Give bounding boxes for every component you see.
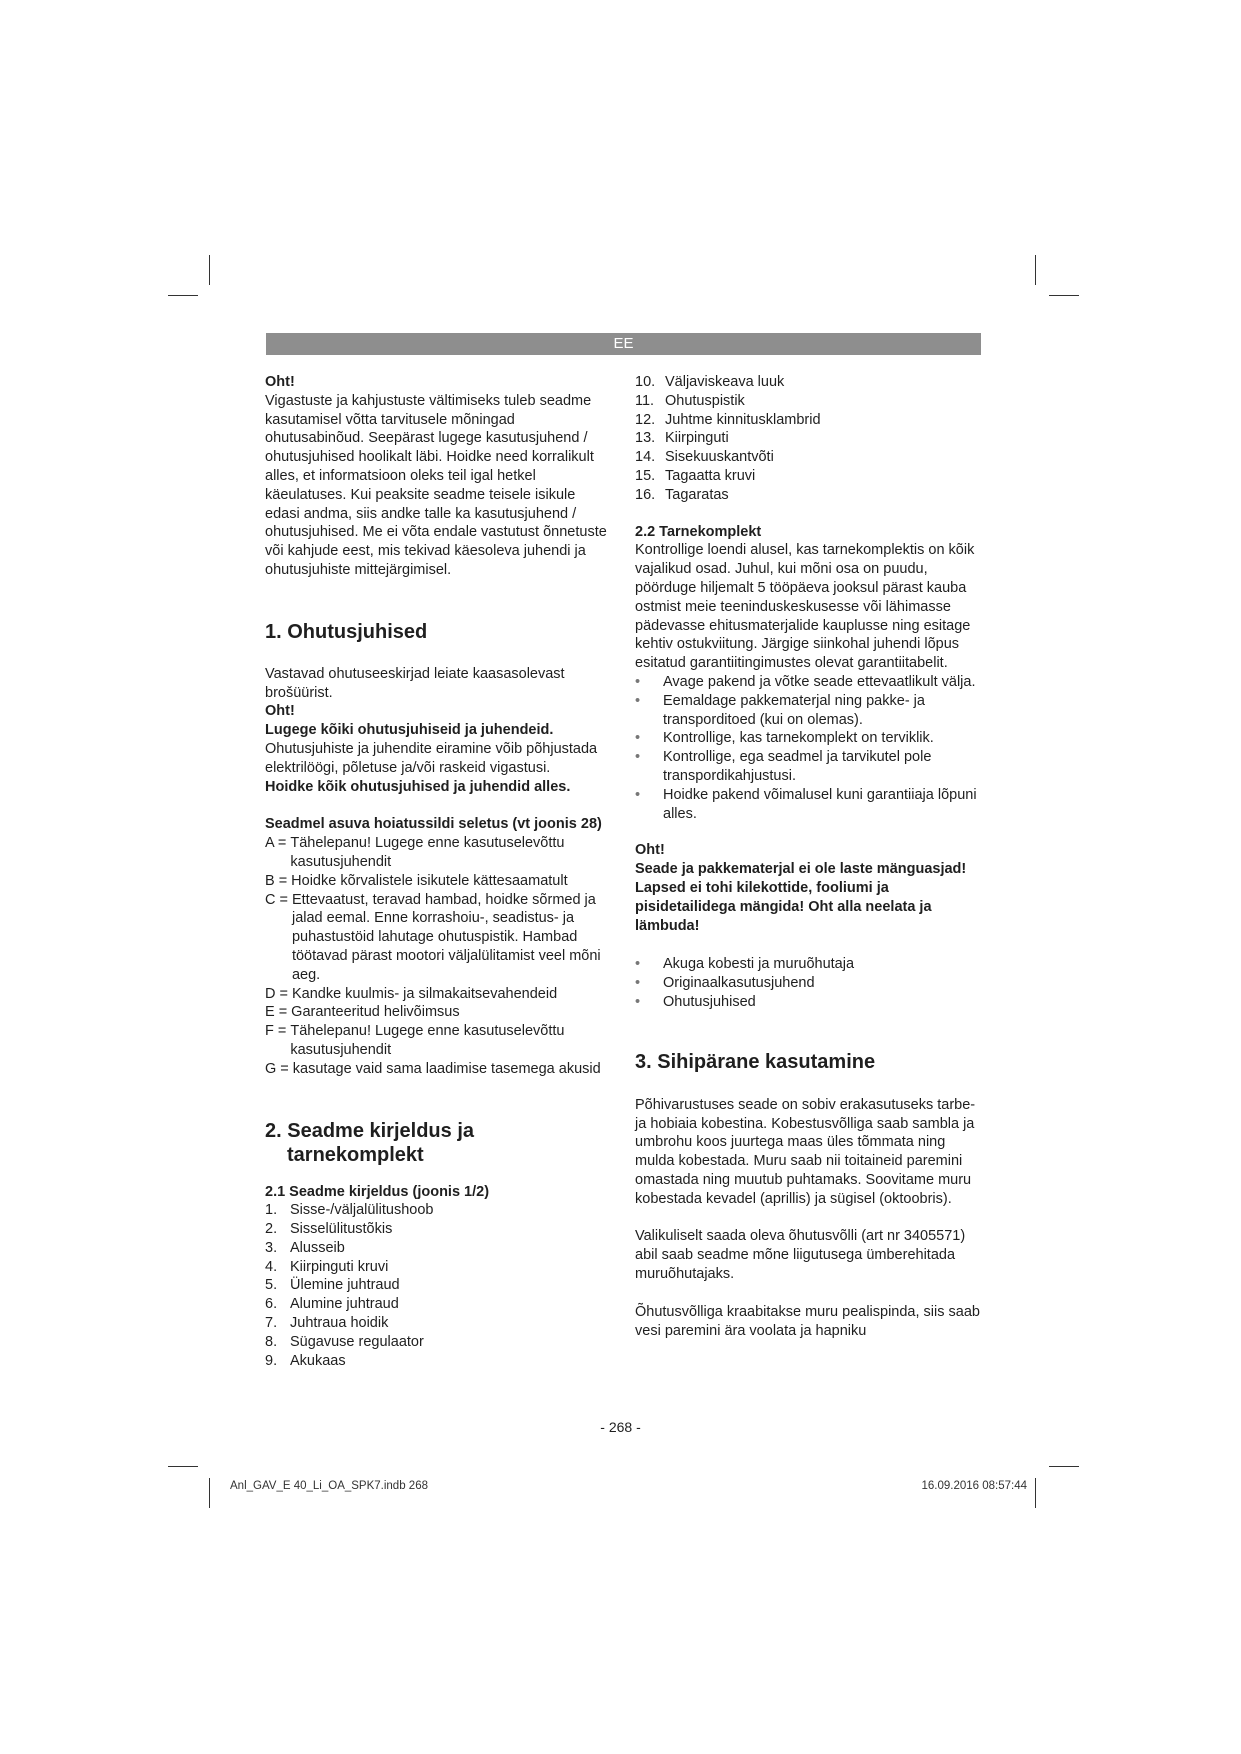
crop-mark <box>1049 1466 1079 1467</box>
legend-key: E = <box>265 1004 288 1021</box>
item-text: Sügavuse regulaator <box>290 1333 424 1350</box>
section-1-bold-2: Hoidke kõik ohutusjuhised ja juhendid alles. <box>265 778 571 795</box>
section-3-paragraph-2: Valikuliselt saada oleva õhutusvõlli (art nr 3405571) abil saab seadme mõne liigutusega ümberehitada muruõhutajaks. <box>635 1228 966 1283</box>
crop-mark <box>1035 1478 1036 1508</box>
page-number: - 268 - <box>600 1419 641 1435</box>
right-column <box>635 373 980 1340</box>
item-text: Ohutuspistik <box>665 392 745 409</box>
item-number: 14. <box>635 449 656 466</box>
list-item <box>265 1201 610 1220</box>
checklist <box>635 673 980 823</box>
item-number: 6. <box>265 1296 278 1313</box>
bullet-item: • Kontrollige, ega seadmel ja tarvikutel pole transpordikahjustusi. <box>635 748 980 786</box>
contents-list <box>635 955 980 1011</box>
list-item <box>635 411 980 430</box>
legend-item <box>265 1060 610 1079</box>
list-item <box>265 1258 610 1277</box>
bullet-item: • Avage pakend ja võtke seade ettevaatlikult välja. <box>635 673 980 692</box>
item-text: Alusseib <box>290 1239 345 1256</box>
legend-item <box>265 985 610 1004</box>
item-text: Juhtme kinnitusklambrid <box>665 411 821 428</box>
list-item <box>265 1276 610 1295</box>
item-number: 9. <box>265 1352 278 1369</box>
section-1-bold-1: Lugege kõiki ohutusjuhiseid ja juhendeid. <box>265 722 554 739</box>
footer-filename: Anl_GAV_E 40_Li_OA_SPK7.indb 268 <box>230 1480 428 1492</box>
list-item <box>635 448 980 467</box>
legend-item <box>265 1022 610 1060</box>
item-text: Ülemine juhtraud <box>290 1277 400 1294</box>
warning-title: Oht! <box>635 842 665 859</box>
item-number: 11. <box>635 392 655 409</box>
item-text: Akukaas <box>290 1352 346 1369</box>
item-number: 12. <box>635 411 656 428</box>
section-2-2-text: Kontrollige loendi alusel, kas tarnekomplektis on kõik vajalikud osad. Juhul, kui mõni osa on puudu, pöörduge hiljemalt 5 tööpäeva jooksul pärast kauba ostmist meie teeninduskeskusesse või lähimasse pädevasse ehitusmaterjalide kauplusse ning esitage kehtiv ostukviitung. Järgige siinkohal juhendi lõpus esitatud garantiitingimustes olevat garantiitabelit. <box>635 542 975 672</box>
list-item <box>635 392 980 411</box>
section-3-paragraph-1: Põhivarustuses seade on sobiv erakasutuseks tarbe- ja hobiaia kobestina. Kobestusvõlliga saab sambla ja umbrohu koos juurtega maas üles tõmmata ning mulda kobestada. Muru saab nii toitaineid paremini omastada ning muutub puhtamaks. Soovitame muru kobestada kevadel (aprillis) ja sügisel (oktoobris). <box>635 1096 976 1207</box>
item-text: Sisse-/väljalülitushoob <box>290 1202 434 1219</box>
item-number: 16. <box>635 486 656 503</box>
parts-list <box>265 1201 610 1370</box>
list-item <box>635 467 980 486</box>
warning-title: Oht! <box>265 374 295 390</box>
section-1-text: Ohutusjuhiste ja juhendite eiramine võib põhjustada elektrilöögi, põletuse ja/või raskeid vigastusi. <box>265 740 598 776</box>
legend-text: kasutage vaid sama laadimise tasemega akusid <box>292 1060 601 1077</box>
bullet-item: • Originaalkasutusjuhend <box>635 974 980 993</box>
footer-timestamp: 16.09.2016 08:57:44 <box>921 1480 1027 1492</box>
item-number: 5. <box>265 1277 278 1294</box>
legend-text: Hoidke kõrvalistele isikutele kättesaamatult <box>291 872 568 889</box>
list-item <box>265 1220 610 1239</box>
crop-mark <box>168 295 198 296</box>
list-item <box>265 1314 610 1333</box>
legend-key: B = <box>265 872 288 889</box>
section-2-1-title: 2.1 Seadme kirjeldus (joonis 1/2) <box>265 1183 490 1200</box>
legend-key: A = <box>265 835 287 852</box>
item-text: Kiirpinguti kruvi <box>290 1258 389 1275</box>
legend-key: C = <box>265 891 288 908</box>
legend-text: Tähelepanu! Lugege enne kasutuselevõttu kasutusjuhendit <box>290 1023 565 1058</box>
list-item <box>635 373 980 392</box>
crop-mark <box>209 1478 210 1508</box>
section-2-title-line-1: 2. Seadme kirjeldus ja <box>265 1119 474 1142</box>
crop-mark <box>1049 295 1079 296</box>
legend-text: Garanteeritud helivõimsus <box>291 1004 460 1021</box>
crop-mark <box>209 255 210 285</box>
legend-item <box>265 834 610 872</box>
parts-list-continued <box>635 373 980 505</box>
section-1-title: 1. Ohutusjuhised <box>265 620 428 643</box>
legend-key: F = <box>265 1023 287 1040</box>
list-item <box>265 1333 610 1352</box>
item-number: 7. <box>265 1315 278 1332</box>
bullet-item: • Ohutusjuhised <box>635 993 980 1012</box>
section-1-intro: Vastavad ohutuseeskirjad leiate kaasasolevast brošüürist. <box>265 665 565 701</box>
legend-item <box>265 891 610 985</box>
item-number: 15. <box>635 467 656 484</box>
bullet-item: • Akuga kobesti ja muruõhutaja <box>635 955 980 974</box>
list-item <box>635 429 980 448</box>
section-1-warning-label: Oht! <box>265 703 295 720</box>
item-text: Väljaviskeava luuk <box>665 374 785 390</box>
warning-text: Vigastuste ja kahjustuste vältimiseks tuleb seadme kasutamisel võtta tarvitusele mõningad ohutusabinõud. Seepärast lugege kasutusjuhend / ohutusjuhised hoolikalt läbi. Hoidke need korralikult alles, et informatsioon oleks teil igal hetkel käeulatuses. Kui peaksite seadme teisele isikule edasi andma, siis andke talle ka kasutusjuhend / ohutusjuhised. Me ei võta endale vastutust õnnetuste või kahjude eest, mis tekivad käesoleva juhendi ja ohutusjuhiste mittejärgimisel. <box>265 392 607 578</box>
crop-mark <box>1035 255 1036 285</box>
list-item <box>265 1352 610 1371</box>
list-item <box>265 1295 610 1314</box>
item-text: Kiirpinguti <box>665 430 729 447</box>
item-number: 1. <box>265 1202 278 1219</box>
legend-key: G = <box>265 1060 289 1077</box>
bullet-item: • Eemaldage pakkematerjal ning pakke- ja transporditoed (kui on olemas). <box>635 692 980 730</box>
section-2-title-line-2: tarnekomplekt <box>287 1143 424 1166</box>
legend-list <box>265 834 610 1078</box>
warning-text: Seade ja pakkematerjal ei ole laste mänguasjad! Lapsed ei tohi kilekottide, fooliumi ja pisidetailidega mängida! Oht alla neelata ja lämbuda! <box>635 861 967 934</box>
left-column <box>265 373 610 1370</box>
item-number: 10. <box>635 374 656 390</box>
item-number: 2. <box>265 1221 278 1238</box>
legend-key: D = <box>265 985 288 1002</box>
legend-text: Kandke kuulmis- ja silmakaitsevahendeid <box>291 985 558 1002</box>
item-number: 3. <box>265 1239 278 1256</box>
legend-title: Seadmel asuva hoiatussildi seletus (vt joonis 28) <box>265 816 602 833</box>
legend-item <box>265 872 610 891</box>
language-bar: EE <box>266 333 981 355</box>
bullet-item: • Hoidke pakend võimalusel kuni garantiiaja lõpuni alles. <box>635 786 980 824</box>
legend-text: Ettevaatust, teravad hambad, hoidke sõrmed ja jalad eemal. Enne korrashoiu-, seadistus- ja puhastustöid lahutage ohutuspistik. Hambad töötavad pärast mootori väljalülitamist veel mõni aeg. <box>291 891 601 983</box>
crop-mark <box>168 1466 198 1467</box>
list-item <box>635 486 980 505</box>
list-item <box>265 1239 610 1258</box>
section-3-paragraph-3: Õhutusvõlliga kraabitakse muru pealispinda, siis saab vesi paremini ära voolata ja hapniku <box>635 1303 980 1339</box>
item-text: Tagaratas <box>665 486 729 503</box>
section-2-2-title: 2.2 Tarnekomplekt <box>635 523 762 540</box>
legend-text: Tähelepanu! Lugege enne kasutuselevõttu kasutusjuhendit <box>290 835 565 870</box>
item-number: 13. <box>635 430 656 447</box>
item-number: 4. <box>265 1258 278 1275</box>
legend-item <box>265 1003 610 1022</box>
item-text: Alumine juhtraud <box>290 1296 399 1313</box>
item-number: 8. <box>265 1333 278 1350</box>
item-text: Tagaatta kruvi <box>665 467 756 484</box>
section-3-title: 3. Sihipärane kasutamine <box>635 1050 876 1073</box>
bullet-item: • Kontrollige, kas tarnekomplekt on terviklik. <box>635 729 980 748</box>
item-text: Juhtraua hoidik <box>290 1315 389 1332</box>
item-text: Sisekuuskantvõti <box>665 449 774 466</box>
item-text: Sisselülitustõkis <box>290 1221 393 1238</box>
